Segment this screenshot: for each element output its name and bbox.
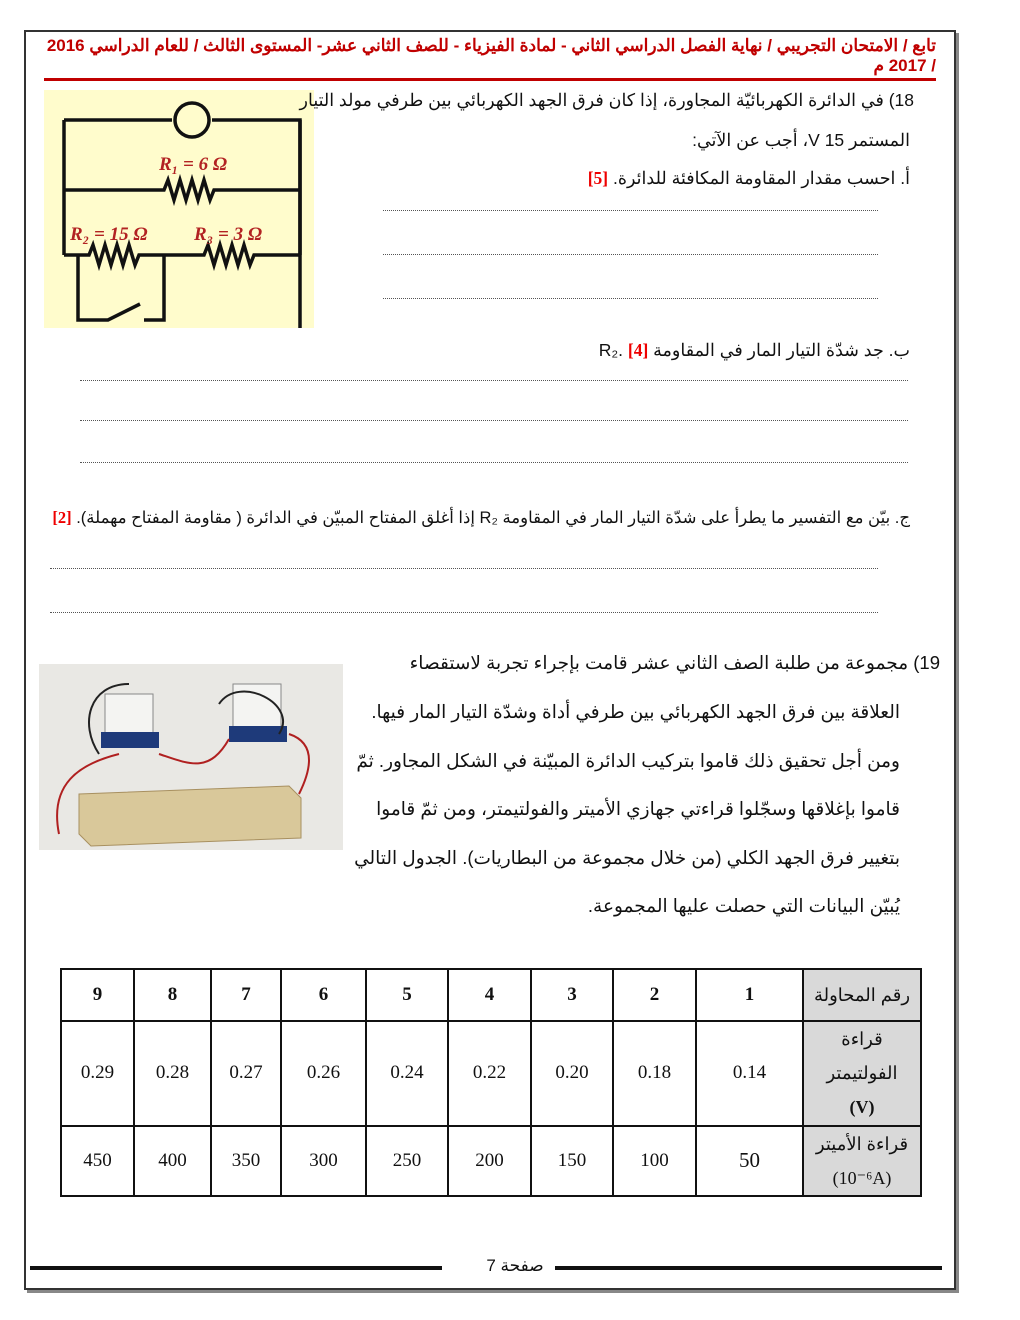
resistors-r2-r3 <box>64 245 300 265</box>
cell: 7 <box>211 969 281 1021</box>
cell: 350 <box>211 1126 281 1196</box>
q18-part-a <box>588 168 910 189</box>
cell: 6 <box>281 969 366 1021</box>
part-a-text: أ. احسب مقدار المقاومة المكافئة للدائرة. <box>612 168 910 188</box>
r2-label: R₂ = 15 Ω <box>70 224 148 245</box>
q19-line: ومن أجل تحقيق ذلك قاموا بتركيب الدائرة المبيّنة في الشكل المجاور. ثمّ <box>356 750 900 771</box>
current-label: قراءة الأميتر <box>815 1133 909 1154</box>
cell: 3 <box>531 969 613 1021</box>
table-row-voltage <box>61 1021 921 1126</box>
circuit-diagram <box>44 90 314 328</box>
cell: 9 <box>61 969 134 1021</box>
cell: 0.24 <box>366 1021 448 1126</box>
cell: 0.27 <box>211 1021 281 1126</box>
footer-rule <box>30 1266 442 1270</box>
part-b-mark: [4] <box>627 340 649 360</box>
row-header-trial: رقم المحاولة <box>803 969 921 1021</box>
battery-holder <box>79 786 301 846</box>
cell: 5 <box>366 969 448 1021</box>
cell: 450 <box>61 1126 134 1196</box>
cell: 0.29 <box>61 1021 134 1126</box>
cell: 4 <box>448 969 531 1021</box>
row-header-voltage <box>803 1021 921 1126</box>
r3-label: R₃ = 3 Ω <box>194 224 263 245</box>
answer-line[interactable] <box>80 462 908 463</box>
current-unit: (10⁻⁶A) <box>832 1167 892 1188</box>
part-b-text: ب. جد شدّة التيار المار في المقاومة R₂. <box>598 340 910 360</box>
r1-label: R₁ = 6 Ω <box>159 154 228 175</box>
table-row-trial <box>61 969 921 1021</box>
answer-line[interactable] <box>50 612 878 613</box>
cell: 0.28 <box>134 1021 211 1126</box>
page-number: صفحة 7 <box>475 1256 555 1276</box>
cell: 200 <box>448 1126 531 1196</box>
cell: 0.20 <box>531 1021 613 1126</box>
answer-line[interactable] <box>383 254 878 255</box>
page-footer <box>30 1258 942 1278</box>
q19-line: بتغيير فرق الجهد الكلي (من خلال مجموعة من البطاريات). الجدول التالي <box>354 847 900 868</box>
cell: 50 <box>696 1126 803 1196</box>
table-row-current <box>61 1126 921 1196</box>
q18-line2: المستمر 15 V، أجب عن الآتي: <box>692 130 910 150</box>
cell: 8 <box>134 969 211 1021</box>
part-c-text: ج. بيّن مع التفسير ما يطرأ على شدّة التيار المار في المقاومة R₂ إذا أغلق المفتاح المبيّن في الدائرة ( مقاومة المفتاح مهملة). <box>76 509 910 527</box>
circuit-svg <box>44 90 314 328</box>
cell: 100 <box>613 1126 696 1196</box>
ammeter-icon <box>105 694 153 734</box>
q19-line: يُبيّن البيانات التي حصلت عليها المجموعة. <box>587 895 900 916</box>
q19-line: 19) مجموعة من طلبة الصف الثاني عشر قامت بإجراء تجربة لاستقصاء <box>409 652 940 673</box>
answer-line[interactable] <box>50 568 878 569</box>
cell: 0.18 <box>613 1021 696 1126</box>
q18-part-c <box>52 508 910 528</box>
page-header: تابع / الامتحان التجريبي / نهاية الفصل الدراسي الثاني - لمادة الفيزياء - للصف الثاني عشر- المستوى الثالث / للعام الدراسي 2016 / 2017 م <box>44 36 936 81</box>
switch-icon <box>78 255 164 320</box>
resistor-r1 <box>64 180 300 200</box>
answer-line[interactable] <box>383 298 878 299</box>
cell: 2 <box>613 969 696 1021</box>
row-header-current <box>803 1126 921 1196</box>
voltage-label: قراءة الفولتيمتر <box>826 1029 898 1084</box>
lab-setup-illustration <box>39 664 343 850</box>
answer-line[interactable] <box>80 380 908 381</box>
cell: 0.14 <box>696 1021 803 1126</box>
part-a-mark: [5] <box>587 168 609 188</box>
cell: 250 <box>366 1126 448 1196</box>
q18-part-b <box>599 340 910 361</box>
q19-line: قاموا بإغلاقها وسجّلوا قراءتي جهازي الأميتر والفولتيمتر، ومن ثمّ قاموا <box>376 798 900 819</box>
cell: 400 <box>134 1126 211 1196</box>
experiment-photo <box>39 664 343 850</box>
generator-icon <box>175 103 209 137</box>
cell: 300 <box>281 1126 366 1196</box>
answer-line[interactable] <box>383 210 878 211</box>
cell: 0.22 <box>448 1021 531 1126</box>
voltage-unit: (V) <box>849 1097 875 1118</box>
cell: 150 <box>531 1126 613 1196</box>
footer-rule <box>528 1266 942 1270</box>
cell: 1 <box>696 969 803 1021</box>
cell: 0.26 <box>281 1021 366 1126</box>
answer-line[interactable] <box>80 420 908 421</box>
data-table <box>60 968 922 1197</box>
q18-line1: 18) في الدائرة الكهربائيّة المجاورة، إذا كان فرق الجهد الكهربائي بين طرفي مولد التيار <box>299 90 914 110</box>
q19-line: العلاقة بين فرق الجهد الكهربائي بين طرفي أداة وشدّة التيار المار فيها. <box>371 701 900 722</box>
part-c-mark: [2] <box>52 508 72 527</box>
voltmeter-icon <box>233 684 281 728</box>
